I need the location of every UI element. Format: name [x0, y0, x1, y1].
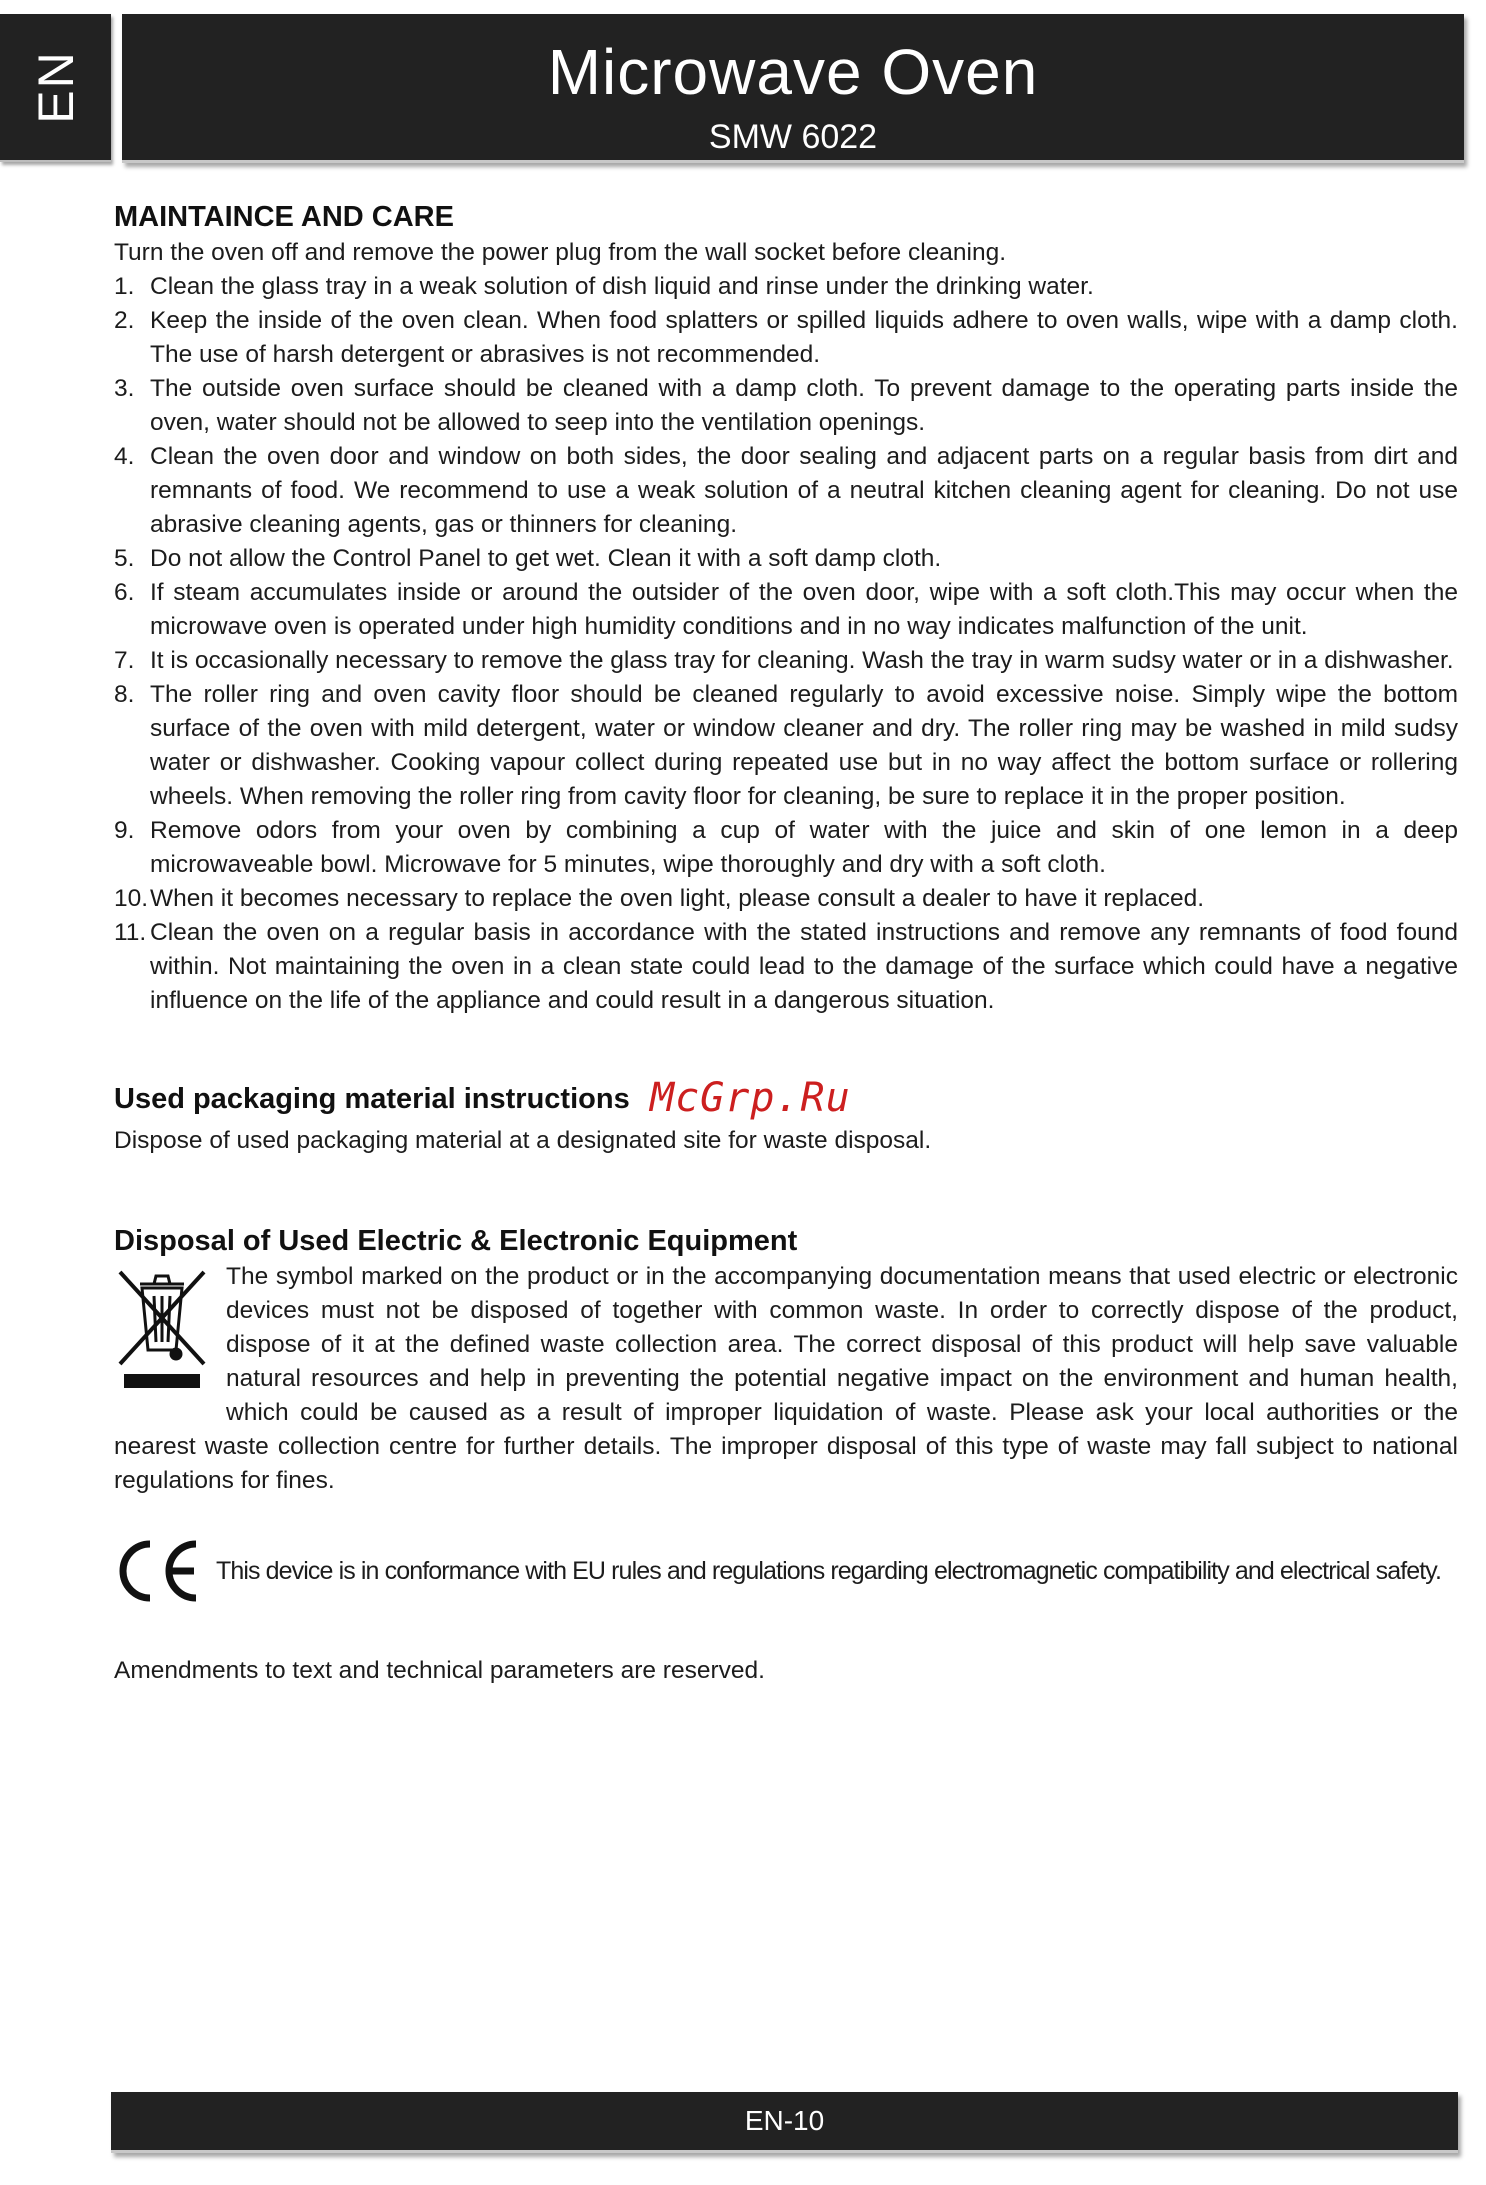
- list-item-number: 5.: [114, 545, 135, 572]
- packaging-heading-row: [114, 1075, 1458, 1124]
- list-item-text: Clean the glass tray in a weak solution of dish liquid and rinse under the drinking water.: [150, 273, 1094, 300]
- maintenance-intro: Turn the oven off and remove the power plug from the wall socket before cleaning.: [114, 239, 1007, 266]
- list-item: [114, 678, 1458, 814]
- list-item: [114, 882, 1458, 916]
- list-item: [114, 542, 1458, 576]
- list-item-text: Do not allow the Control Panel to get wet. Clean it with a soft damp cloth.: [150, 545, 942, 572]
- list-item-text: When it becomes necessary to replace the oven light, please consult a dealer to have it replaced.: [150, 885, 1205, 912]
- packaging-text: Dispose of used packaging material at a designated site for waste disposal.: [114, 1127, 932, 1154]
- packaging-heading: Used packaging material instructions: [114, 1083, 630, 1115]
- list-item-text: Keep the inside of the oven clean. When food splatters or spilled liquids adhere to oven walls, wipe with a damp cloth. The use of harsh detergent or abrasives is not recommended.: [150, 307, 1458, 368]
- maintenance-heading: MAINTAINCE AND CARE: [114, 201, 454, 233]
- list-item: [114, 270, 1458, 304]
- page-number: EN-10: [744, 2105, 825, 2136]
- list-item: [114, 576, 1458, 644]
- list-item-number: 2.: [114, 307, 135, 334]
- disposal-heading: Disposal of Used Electric & Electronic Equipment: [114, 1225, 798, 1257]
- crossed-out-wheelie-bin-icon: [114, 1264, 210, 1394]
- list-item-text: It is occasionally necessary to remove the glass tray for cleaning. Wash the tray in warm sudsy water or in a dishwasher.: [150, 647, 1454, 674]
- list-item-text: Remove odors from your oven by combining a cup of water with the juice and skin of one lemon in a deep microwaveable bowl. Microwave for 5 minutes, wipe thoroughly and dry with a soft cloth.: [150, 817, 1458, 878]
- list-item: [114, 644, 1458, 678]
- list-item: [114, 916, 1458, 1018]
- title-bar: [122, 14, 1464, 163]
- list-item-number: 6.: [114, 579, 135, 606]
- ce-mark-icon: [114, 1538, 200, 1604]
- list-item-text: Clean the oven on a regular basis in accordance with the stated instructions and remove any remnants of food found within. Not maintaining the oven in a clean state could lead to the damage of the surface which could have a negative influence on the life of the appliance and could result in a dangerous situation.: [150, 919, 1458, 1014]
- list-item-text: The roller ring and oven cavity floor should be cleaned regularly to avoid excessive noise. Simply wipe the bottom surface of the oven with mild detergent, water or window cleaner and dry. The roller ring may be washed in mild sudsy water or dishwasher. Cooking vapour collect during repeated use but in no way affect the bottom surface or rollering wheels. When removing the roller ring from cavity floor for cleaning, be sure to replace it in the proper position.: [150, 681, 1458, 810]
- disposal-text: The symbol marked on the product or in the accompanying documentation means that used electric or electronic devices must not be disposed of together with common waste. In order to correctly dispose of the product, dispose of it at the defined waste collection area. The correct disposal of this product will help save valuable natural resources and help in preventing the potential negative impact on the environment and human health, which could be caused as a result of improper liquidation of waste. Please ask your local authorities or the nearest waste collection centre for further details. The improper disposal of this type of waste may fall subject to national regulations for fines.: [114, 1263, 1458, 1494]
- list-item-number: 8.: [114, 681, 135, 708]
- amendments-note: Amendments to text and technical parameters are reserved.: [114, 1657, 765, 1684]
- language-tab: [0, 14, 111, 162]
- ce-conformance-row: [114, 1536, 1458, 1606]
- page-title: Microwave Oven: [547, 36, 1039, 108]
- list-item-number: 4.: [114, 443, 135, 470]
- maintenance-list: [114, 270, 1458, 1018]
- list-item-text: If steam accumulates inside or around the outsider of the oven door, wipe with a soft cloth.This may occur when the microwave oven is operated under high humidity conditions and in no way indicates malfunction of the unit.: [150, 579, 1458, 640]
- ce-conformance-text: This device is in conformance with EU rules and regulations regarding electromagnetic compatibility and electrical safety.: [216, 1557, 1442, 1585]
- model-number: SMW 6022: [708, 118, 878, 156]
- footer-bar: [111, 2092, 1458, 2153]
- list-item-number: 7.: [114, 647, 135, 674]
- list-item-number: 3.: [114, 375, 135, 402]
- list-item-text: The outside oven surface should be cleaned with a damp cloth. To prevent damage to the operating parts inside the oven, water should not be allowed to seep into the ventilation openings.: [150, 375, 1458, 436]
- list-item-text: Clean the oven door and window on both sides, the door sealing and adjacent parts on a regular basis from dirt and remnants of food. We recommend to use a weak solution of a neutral kitchen cleaning agent for cleaning. Do not use abrasive cleaning agents, gas or thinners for cleaning.: [150, 443, 1458, 538]
- list-item-number: 9.: [114, 817, 135, 844]
- list-item: [114, 814, 1458, 882]
- list-item-number: 1.: [114, 273, 135, 300]
- language-label: EN: [27, 50, 84, 124]
- list-item: [114, 440, 1458, 542]
- list-item: [114, 372, 1458, 440]
- list-item-number: 11.: [114, 919, 147, 946]
- page-content: [114, 198, 1458, 1688]
- disposal-block: [114, 1260, 1458, 1498]
- list-item: [114, 304, 1458, 372]
- watermark: McGrp.Ru: [650, 1075, 851, 1121]
- list-item-number: 10.: [114, 885, 149, 912]
